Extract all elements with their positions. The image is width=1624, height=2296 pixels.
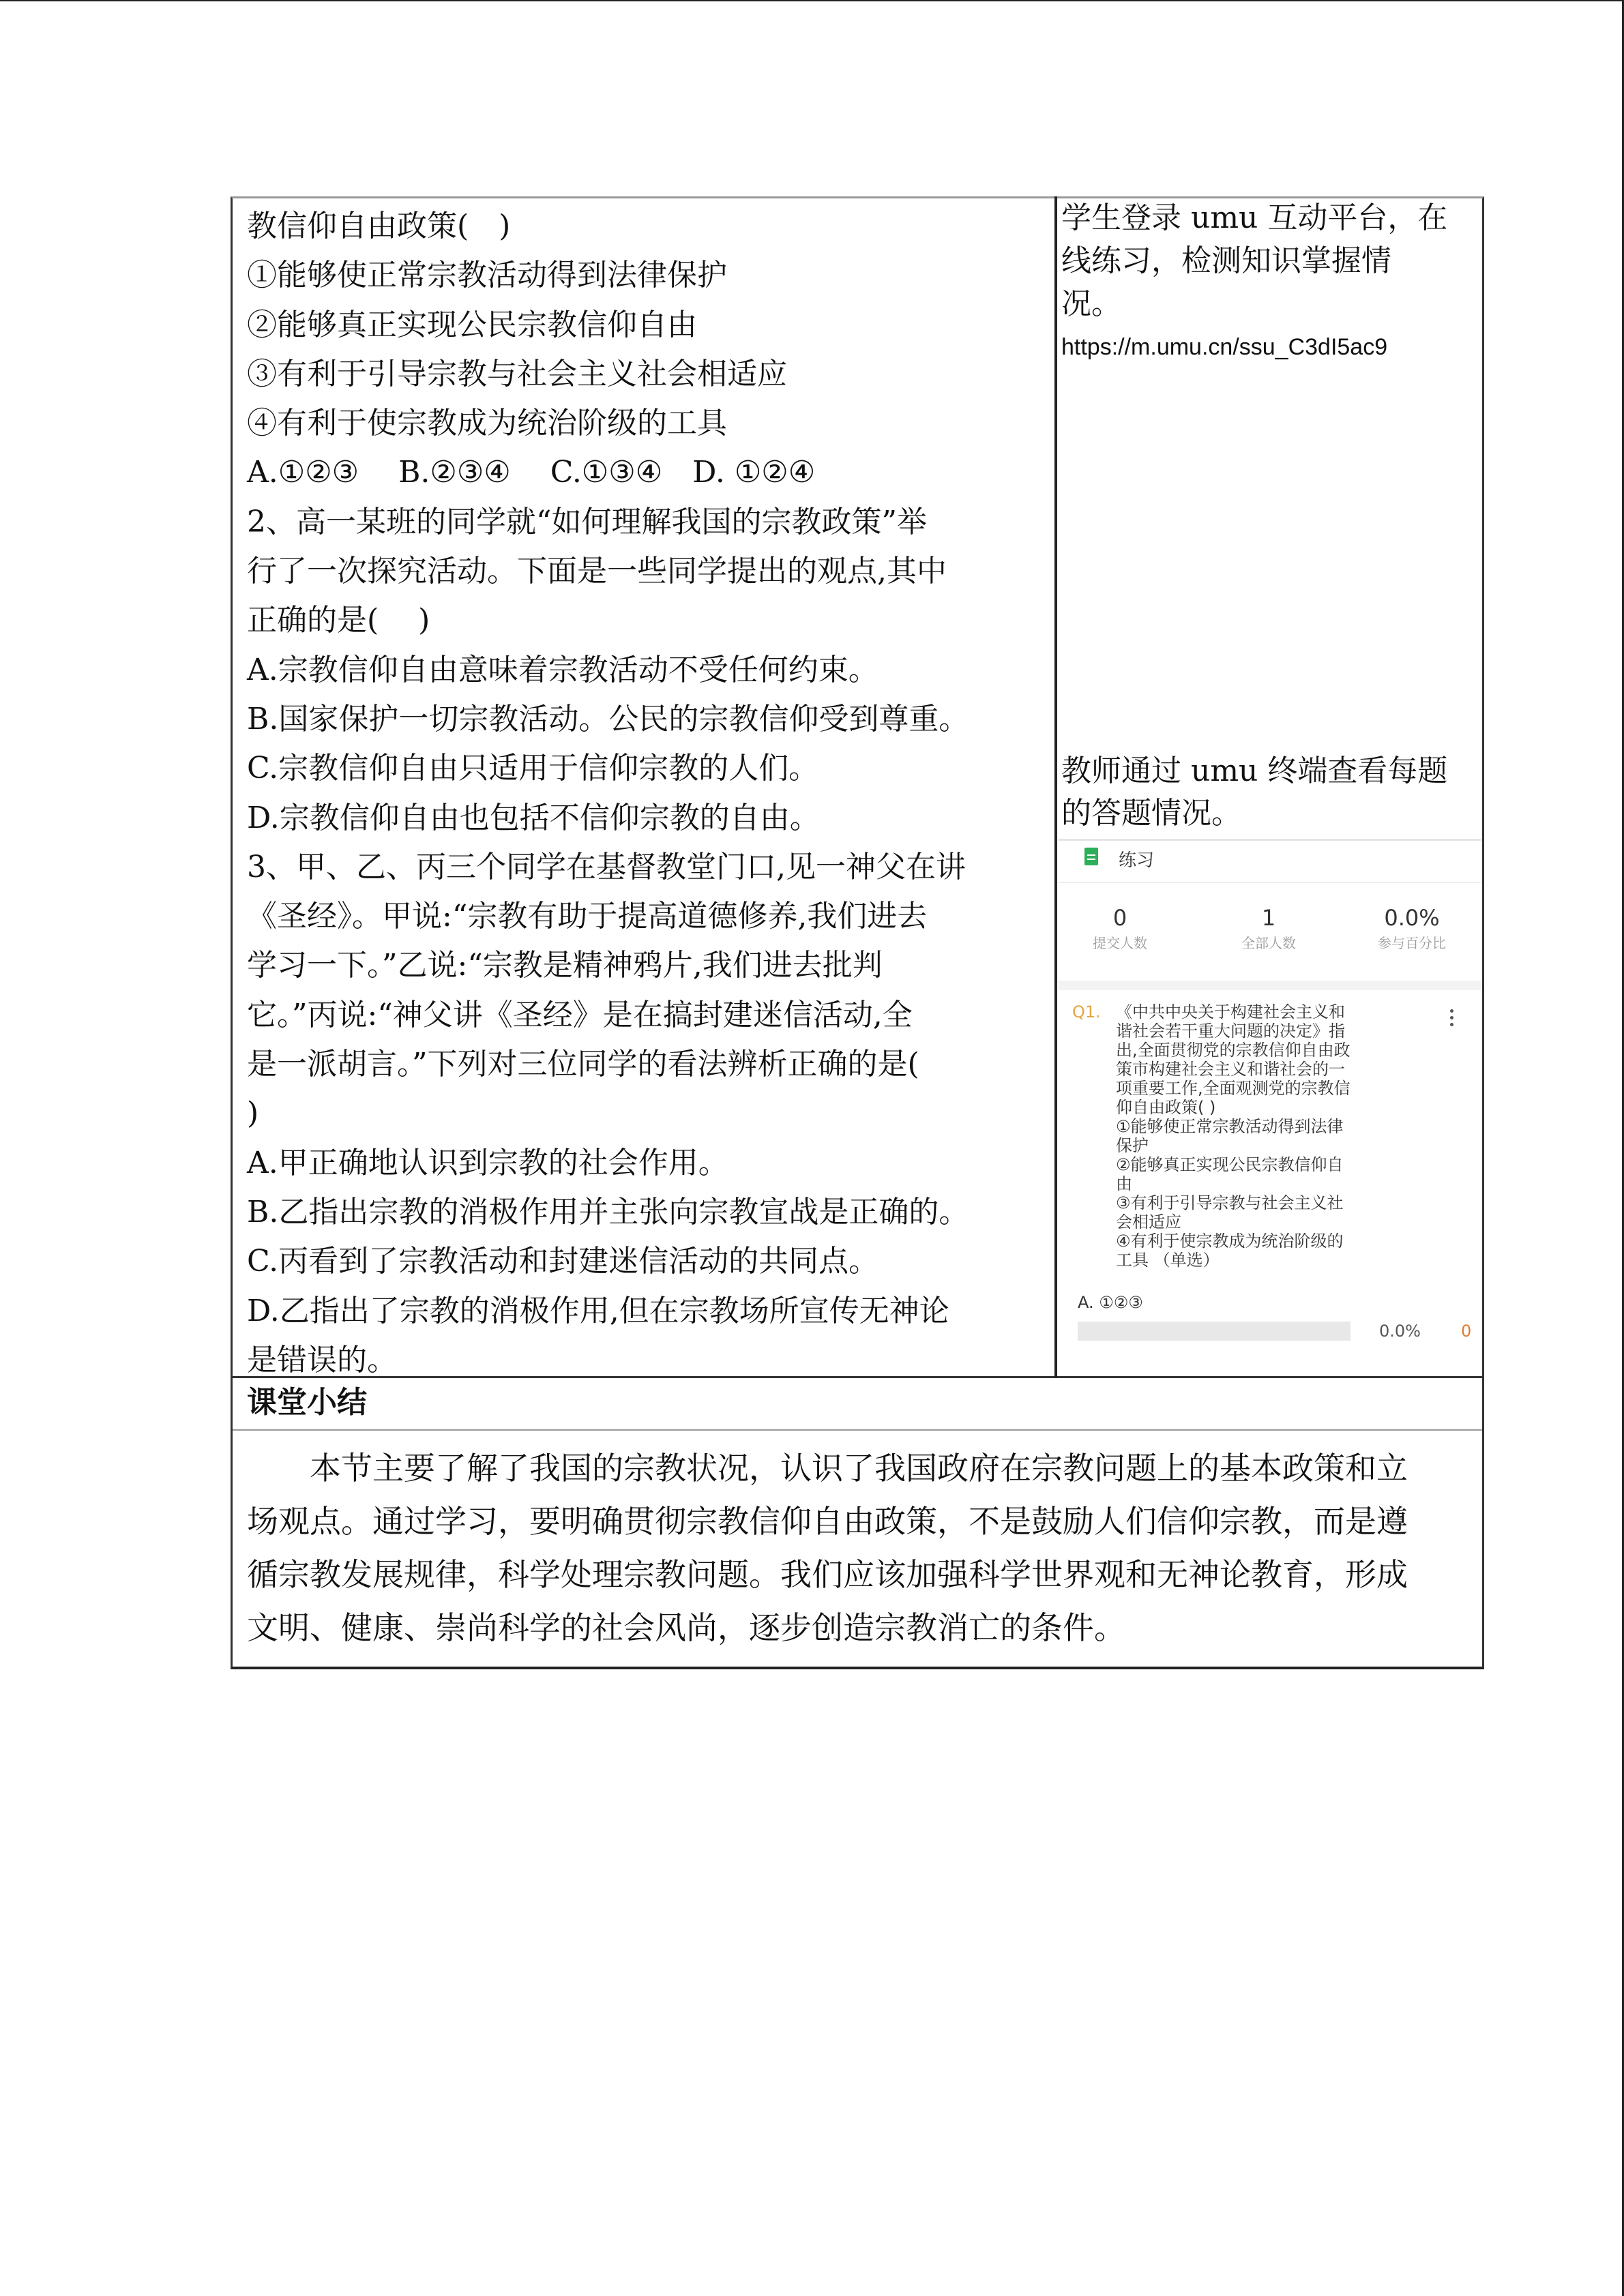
question-line: ①能够使正常宗教活动得到法律 [1116,1117,1344,1136]
text-line: A.①②③ B.②③④ C.①③④ D. ①②④ [247,455,816,490]
text-line: 的答题情况。 [1061,796,1241,831]
text-line: D.乙指出了宗教的消极作用,但在宗教场所宣传无神论 [247,1293,949,1328]
umu-link[interactable]: https://m.umu.cn/ssu_C3dI5ac9 [1061,334,1388,360]
student-activity-note [1061,196,1477,325]
question-line: ③有利于引导宗教与社会主义社 [1116,1193,1344,1212]
text-line: 况。 [1061,286,1121,321]
option-a-label: A. ①②③ [1078,1293,1143,1312]
text-line: C.丙看到了宗教活动和封建迷信活动的共同点。 [247,1244,879,1279]
stat-total [1200,904,1337,954]
text-line: A.宗教信仰自由意味着宗教活动不受任何约束。 [247,652,879,687]
stat-label: 参与百分比 [1378,935,1446,951]
text-line: C.宗教信仰自由只适用于信仰宗教的人们。 [247,751,819,786]
text-line: 正确的是( ) [247,603,430,638]
text-line: 是一派胡言。”下列对三位同学的看法辨析正确的是( [247,1047,919,1082]
question-line: 会相适应 [1116,1212,1181,1232]
option-a-percent: 0.0% [1379,1322,1421,1341]
question-line: 仰自由政策( ) [1116,1098,1216,1117]
question-line: 项重要工作,全面观测党的宗教信 [1116,1079,1350,1098]
stat-label: 提交人数 [1093,935,1147,951]
text-line: B.乙指出宗教的消极作用并主张向宗教宣战是正确的。 [247,1194,969,1229]
column-divider [1054,196,1057,1378]
question-line: ④有利于使宗教成为统治阶级的 [1116,1232,1344,1251]
text-line: A.甲正确地认识到宗教的社会作用。 [247,1145,728,1180]
question-line: ②能够真正实现公民宗教信仰自 [1116,1155,1344,1174]
option-a-result-bar [1078,1322,1350,1341]
text-line: 学习一下。”乙说:“宗教是精神鸦片,我们进去批判 [247,948,883,983]
text-line: 是错误的。 [247,1342,397,1377]
app-header [1059,841,1481,883]
text-line: 循宗教发展规律，科学处理宗教问题。我们应该加强科学世界观和无神论教育，形成 [247,1556,1408,1593]
question-line: 工具 （单选） [1116,1251,1220,1270]
text-line: 线练习，检测知识掌握情 [1061,243,1391,278]
question-line: 由 [1116,1174,1132,1193]
question-line: 《中共中央关于构建社会主义和 [1116,1002,1345,1022]
stat-value: 0.0% [1384,905,1440,931]
text-line: ④有利于使宗教成为统治阶级的工具 [247,406,727,441]
text-line: 《圣经》。甲说:“宗教有助于提高道德修养,我们进去 [247,899,928,934]
question-number: Q1. [1072,1002,1101,1022]
text-line: 行了一次探究活动。下面是一些同学提出的观点,其中 [247,554,947,589]
text-line: 场观点。通过学习，要明确贯彻宗教信仰自由政策，不是鼓励人们信仰宗教，而是遵 [247,1503,1408,1540]
section-divider [1059,981,1481,990]
text-line: ②能够真正实现公民宗教信仰自由 [247,307,697,342]
question-line: 策市构建社会主义和谐社会的一 [1116,1060,1345,1079]
stat-participation [1344,904,1480,954]
text-line: 教信仰自由政策( ) [247,209,511,243]
text-line: 本节主要了解了我国的宗教状况，认识了我国政府在宗教问题上的基本政策和立 [247,1450,1408,1487]
question-line: 出,全面贯彻党的宗教信仰自由政 [1116,1041,1350,1060]
question-line: 谐社会若干重大问题的决定》指 [1116,1022,1345,1041]
text-line: B.国家保护一切宗教活动。公民的宗教信仰受到尊重。 [247,701,969,736]
text-line: ) [247,1096,259,1131]
text-line: 它。”丙说:“神父讲《圣经》是在搞封建迷信活动,全 [247,997,913,1032]
summary-text [247,1442,1468,1654]
text-line: ③有利于引导宗教与社会主义社会相适应 [247,356,787,391]
text-line: 2、高一某班的同学就“如何理解我国的宗教政策”举 [247,504,927,539]
text-line: 学生登录 umu 互动平台，在 [1061,200,1448,235]
exercise-column [247,202,1052,1385]
text-line: D.宗教信仰自由也包括不信仰宗教的自由。 [247,800,820,835]
text-line: ①能够使正常宗教活动得到法律保护 [247,258,727,293]
stat-value: 1 [1261,905,1276,931]
question-text [1116,1002,1457,1270]
app-title: 练习 [1119,850,1155,871]
summary-title: 课堂小结 [247,1385,367,1420]
teacher-activity-note [1061,750,1477,835]
page-top-border [0,0,1624,1]
summary-header-row [231,1376,1484,1431]
umu-app-screenshot [1059,839,1481,1375]
stat-submitted [1059,904,1188,954]
stat-value: 0 [1112,905,1127,931]
text-line: 3、甲、乙、丙三个同学在基督教堂门口,见一神父在讲 [247,849,966,884]
text-line: 教师通过 umu 终端查看每题 [1061,754,1448,788]
option-a-count: 0 [1461,1322,1472,1341]
more-options-icon[interactable] [1450,1009,1454,1030]
stat-label: 全部人数 [1241,935,1296,951]
text-line: 文明、健康、崇尚科学的社会风尚，逐步创造宗教消亡的条件。 [247,1609,1125,1646]
document-icon [1084,848,1098,865]
question-line: 保护 [1116,1136,1149,1155]
